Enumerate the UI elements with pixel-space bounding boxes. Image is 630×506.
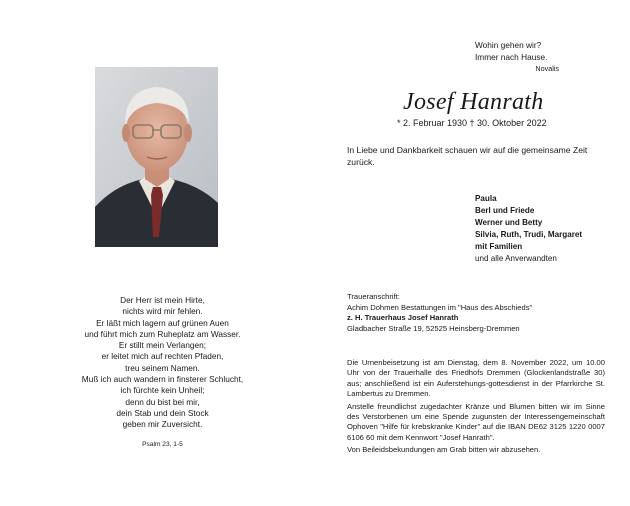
deceased-name: Josef Hanrath xyxy=(403,89,544,115)
family-list xyxy=(475,193,582,266)
family-line: mit Familien xyxy=(475,242,523,252)
psalm-line: Er stillt mein Verlangen; xyxy=(118,340,207,351)
address-heading: Traueranschrift: xyxy=(347,292,400,301)
condolence-note: Von Beileidsbekundungen am Grab bitten wir abzusehen. xyxy=(347,445,541,455)
family-line: Werner und Betty xyxy=(475,218,543,228)
psalm-line: er leitet mich auf rechten Pfaden, xyxy=(101,351,224,362)
address-line: Achim Dohmen Bestattungen im "Haus des Abschieds" xyxy=(347,302,533,312)
address-line: Gladbacher Straße 19, 52525 Heinsberg-Dremmen xyxy=(347,323,520,333)
mourning-address xyxy=(347,292,532,334)
donation-info: Anstelle freundlichst zugedachter Kränze und Blumen bitten wir im Sinne des Verstorbenen um eine Spende zugunsten der Interessengemeinschaft Ophoven "Hilfe für krebskranke Kinder" auf die IBAN DE62 3125 1220 0007 6106 60 mit dem Kennwort "Josef Hanrath". xyxy=(347,401,605,442)
funeral-details xyxy=(347,358,605,458)
psalm-reference: Psalm 23, 1-5 xyxy=(142,440,183,448)
psalm xyxy=(40,295,285,450)
psalm-line: treu seinem Namen. xyxy=(125,362,200,373)
burial-info: Die Urnenbeisetzung ist am Dienstag, dem 8. November 2022, um 10.00 Uhr von der Trauerhalle des Friedhofs Dremmen (Glockenlandstraße 30) aus; anschließend ist ein Auferstehungs-gottesdienst in der Pfarrkirche St. Lambertus zu Dremmen. xyxy=(347,358,605,399)
psalm-line: dein Stab und dein Stock xyxy=(116,407,209,418)
psalm-line: Er läßt mich lagern auf grünen Auen xyxy=(96,317,229,328)
psalm-line: ich fürchte kein Unheil; xyxy=(120,385,205,396)
psalm-line: und führt mich zum Ruheplatz am Wasser. xyxy=(84,328,241,339)
thanks-text: In Liebe und Dankbarkeit schauen wir auf die gemeinsame Zeit zurück. xyxy=(347,145,588,167)
address-line: z. H. Trauerhaus Josef Hanrath xyxy=(347,313,459,322)
psalm-line: denn du bist bei mir, xyxy=(125,396,200,407)
family-line: Paula xyxy=(475,194,497,203)
psalm-line: Der Herr ist mein Hirte, xyxy=(120,295,205,305)
motto xyxy=(475,40,559,75)
family-line: Silvia, Ruth, Trudi, Margaret xyxy=(475,230,583,240)
motto-line: Immer nach Hause. xyxy=(475,51,548,62)
family-line: Berl und Friede xyxy=(475,206,535,216)
family-line: und alle Anverwandten xyxy=(475,254,557,264)
portrait-icon xyxy=(95,67,218,247)
life-dates: * 2. Februar 1930 † 30. Oktober 2022 xyxy=(397,118,547,128)
psalm-line: geben mir Zuversicht. xyxy=(122,419,203,430)
psalm-line: nichts wird mir fehlen. xyxy=(122,306,203,317)
psalm-line: Muß ich auch wandern in finsterer Schlucht, xyxy=(81,374,244,385)
portrait-photo xyxy=(95,67,218,247)
motto-author: Novalis xyxy=(535,64,559,73)
motto-line: Wohin gehen wir? xyxy=(475,40,542,50)
